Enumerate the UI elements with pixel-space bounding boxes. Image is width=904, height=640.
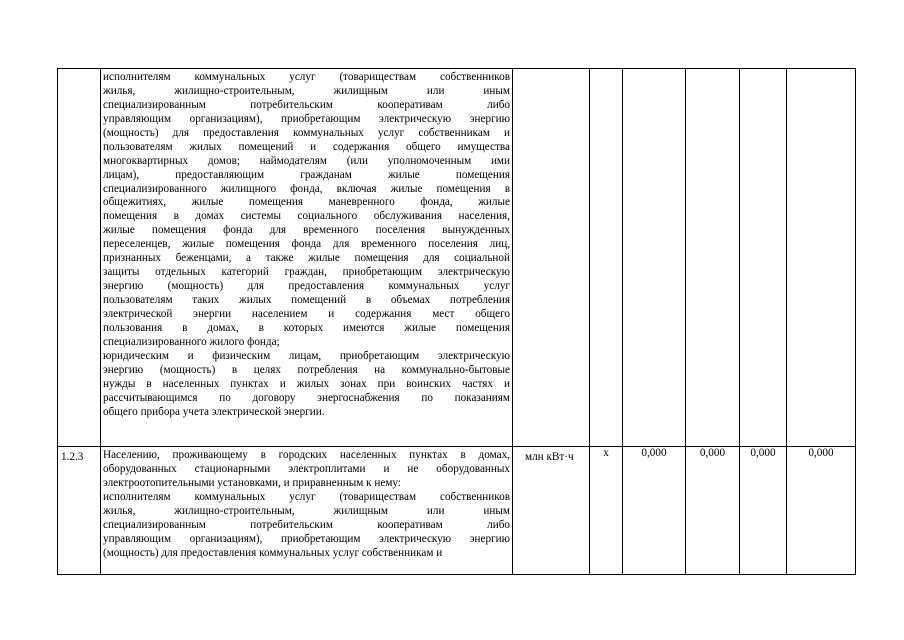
description-line: лицам), предоставляющим гражданам жилые помещения [103, 168, 510, 181]
description-line: юридическим и физическим лицам, приобретающим электрическую [103, 349, 510, 362]
row-description [101, 69, 512, 420]
description-line: рассчитывающимся по договору энергоснабжения по показаниям [103, 391, 510, 404]
description-line: оборудованных стационарными электроплитами и не оборудованных [103, 462, 510, 475]
description-line: многоквартирных домов; наймодателям (или уполномоченным ими [103, 154, 510, 167]
description-line: электроотопительными установками, и приравненным к нему: [103, 476, 401, 489]
description-line: исполнителям коммунальных услуг (товариществам собственников [103, 490, 510, 503]
value-cell-4 [787, 447, 856, 575]
description-line: управляющим организациям), приобретающим электрическую энергию [103, 532, 510, 545]
table-row [58, 447, 856, 575]
value: 0,000 [641, 447, 667, 459]
description-line: специализированным потребительским кооперативам либо [103, 518, 510, 531]
description-line: жилья, жилищно-строительным, жилищным или иным [103, 504, 510, 517]
unit-cell [513, 447, 590, 575]
x-cell [590, 69, 623, 447]
value-cell-2 [686, 69, 740, 447]
description-line: исполнителям коммунальных услуг (товариществам собственников [103, 71, 510, 83]
description-line: энергию (мощность) в целях потребления на коммунально-бытовые [103, 363, 510, 376]
description-line: специализированным потребительским кооперативам либо [103, 98, 510, 111]
description-line: помещения в домах системы социального обслуживания населения, [103, 210, 510, 223]
description-line: жилья, жилищно-строительным, жилищным или иным [103, 84, 510, 97]
row-description-cell [101, 447, 513, 575]
description-line: пользования в домах, в которых имеются жилые помещения [103, 321, 510, 334]
description-line: специализированного жилого фонда; [103, 335, 280, 348]
description-line: (мощность) для предоставления коммунальных услуг собственникам и [103, 126, 510, 139]
description-line: управляющим организациям), приобретающим электрическую энергию [103, 112, 510, 125]
value-cell-1 [623, 447, 686, 575]
row-number: 1.2.3 [61, 451, 84, 463]
row-number-cell [58, 447, 101, 575]
value: 0,000 [808, 447, 834, 459]
value-cell-2 [686, 447, 740, 575]
row-number [58, 69, 100, 73]
value-cell-3 [740, 447, 787, 575]
value: 0,000 [750, 447, 776, 459]
description-line: защиты отдельных категорий граждан, приобретающим электрическую [103, 266, 510, 279]
value-cell-3 [740, 69, 787, 447]
x-cell [590, 447, 623, 575]
description-line: общежитиях, жилые помещения маневренного фонда, жилые [103, 196, 510, 209]
description-line: электрической энергии населением и содержания мест общего [103, 307, 510, 320]
row-number-cell [58, 69, 101, 447]
value-cell-1 [623, 69, 686, 447]
description-line: специализированного жилищного фонда, включая жилые помещения в [103, 182, 510, 195]
unit-label: млн кВт·ч [525, 451, 574, 463]
value: 0,000 [699, 447, 726, 459]
description-line: признанных беженцами, а также жилые помещения для социальной [103, 252, 510, 265]
value-cell-4 [787, 69, 856, 447]
description-line: пользователям жилых помещений и содержания общего имущества [103, 140, 510, 153]
description-line: переселенцев, жилые помещения фонда для временного поселения лиц, [103, 238, 510, 251]
tariff-table [57, 68, 856, 575]
description-line: пользователям таких жилых помещений в объемах потребления [103, 294, 510, 306]
unit-label [513, 69, 589, 73]
description-line: энергию (мощность) для предоставления коммунальных услуг [103, 280, 510, 293]
description-line: общего прибора учета электрической энергии. [103, 405, 325, 418]
description-line: нужды в населенных пунктах и жилых зонах при воинских частях и [103, 377, 510, 390]
description-line: Населению, проживающему в городских населенных пунктах в домах, [103, 449, 510, 461]
row-description-cell [101, 69, 513, 447]
row-description [101, 447, 512, 562]
description-line: (мощность) для предоставления коммунальных услуг собственникам и [103, 546, 443, 559]
description-line: жилые помещения фонда для временного поселения вынужденных [103, 224, 510, 237]
x-mark: х [603, 447, 609, 459]
unit-cell [513, 69, 590, 447]
table-row [58, 69, 856, 447]
